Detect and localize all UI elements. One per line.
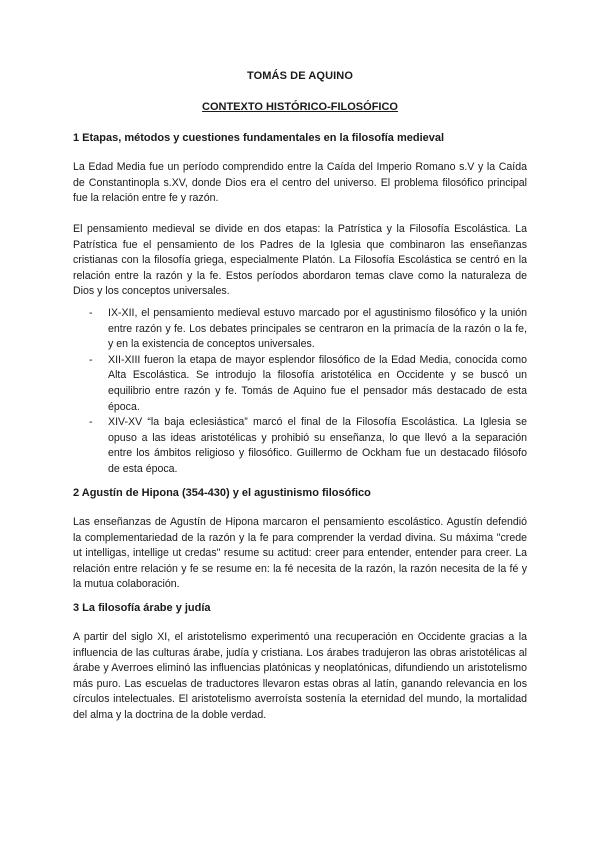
section-1-paragraph-1: La Edad Media fue un período comprendido entre la Caída del Imperio Romano s.V y la Caída de Constantinopla s.XV, donde Dios era el centro del universo. El problema filosófico principal fue la relación entre fe y razón.	[73, 161, 527, 205]
list-item	[73, 306, 527, 353]
section-1-heading: 1 Etapas, métodos y cuestiones fundamentales en la filosofía medieval	[73, 132, 445, 144]
list-item	[73, 415, 527, 477]
list-item-text: XII-XIII fueron la etapa de mayor esplendor filosófico de la Edad Media, conocida como Alta Escolástica. Se introdujo la filosofía aristotélica en Occidente y se buscó un equilibrio entre razón y fe. Tomás de Aquino fue el pensador más destacado de esta época.	[108, 353, 527, 413]
list-dash: -	[89, 353, 93, 366]
section-2-paragraph-1: Las enseñanzas de Agustín de Hipona marcaron el pensamiento escolástico. Agustín defendió la complementariedad de la razón y la fe para comprender la verdad divina. Su máxima "crede ut intelligas, intellige ut credas" resume su actitud: creer para entender, entender para creer. La relación entre relación y fe se resume en: la fé necesita de la razón, la razón necesita de la fé y la mutua colaboración.	[73, 516, 527, 591]
list-dash: -	[89, 307, 93, 319]
section-2-heading: 2 Agustín de Hipona (354-430) y el agustinismo filosófico	[73, 487, 371, 499]
medieval-stages-list	[73, 306, 527, 478]
list-dash: -	[89, 416, 93, 429]
section-1-paragraph-2: El pensamiento medieval se divide en dos etapas: la Patrística y la Filosofía Escolástica. La Patrística fue el pensamiento de los Padres de la Iglesia que combinaron las enseñanzas cristianas con la filosofía griega, especialmente Platón. La Filosofía Escolástica se centró en la relación entre la razón y la fe. Estos períodos abordaron temas clave como la naturaleza de Dios y los conceptos universales.	[73, 223, 527, 298]
section-3-heading: 3 La filosofía árabe y judía	[73, 602, 211, 614]
list-item-text: IX-XII, el pensamiento medieval estuvo marcado por el agustinismo filosófico y la unión entre razón y fe. Los debates principales se centraron en la primacía de la razón o la fe, y en la existencia de conceptos universales.	[108, 307, 527, 351]
list-item	[73, 353, 527, 415]
document-subtitle: CONTEXTO HISTÓRICO-FILOSÓFICO	[202, 101, 398, 113]
section-3-paragraph-1: A partir del siglo XI, el aristotelismo experimentó una recuperación en Occidente gracias a la influencia de las culturas árabe, judía y cristiana. Los árabes tradujeron las obras aristotélicas al árabe y Averroes eliminó las influencias platónicas y neoplatónicas, difundiendo un aristotelismo más puro. Las escuelas de traductores llevaron estas obras al latín, ganando relevancia en los círculos intelectuales. El aristotelismo averroísta sostenía la eternidad del mundo, la mortalidad del alma y la doctrina de la doble verdad.	[73, 631, 527, 721]
list-item-text: XIV-XV “la baja eclesiástica” marcó el final de la Filosofía Escolástica. La Iglesia se opuso a las ideas aristotélicas y prohibió su enseñanza, lo que llevó a la separación entre los ámbitos religioso y filosófico. Guillermo de Ockham fue un destacado filósofo de esta época.	[108, 416, 527, 475]
document-title: TOMÁS DE AQUINO	[246, 70, 353, 82]
